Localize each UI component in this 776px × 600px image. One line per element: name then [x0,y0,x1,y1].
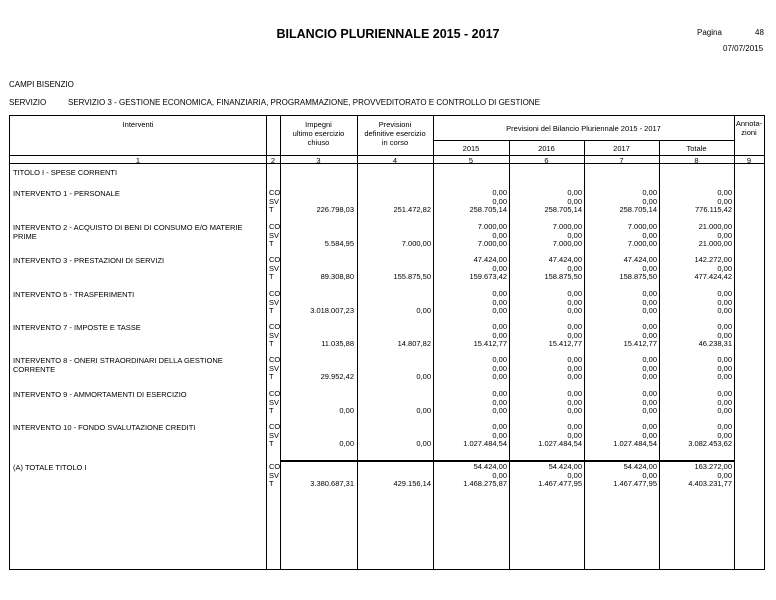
value-cell: 0,00 [717,289,732,298]
code-sv: SV [269,330,280,340]
value-cell: 0,00 [567,430,582,440]
value-cell: 15.412,77 [473,339,507,348]
value-cell: 158.875,50 [544,272,582,281]
value-cell: 0,00 [567,372,582,381]
value-cell: 0,00 [567,322,582,331]
budget-table [9,115,765,570]
col-number: 3 [316,156,321,165]
intervento-row-label: INTERVENTO 5 - TRASFERIMENTI [13,290,135,299]
code-co: CO [269,222,281,231]
col-divider [266,116,267,569]
value-cell: 0,00 [567,188,582,197]
code-sv: SV [269,397,280,407]
code-sv: SV [269,230,280,240]
value-cell: 0,00 [492,306,507,315]
value-cell: 0,00 [642,196,657,206]
header-2016: 2016 [538,144,555,153]
value-cell: 0,00 [642,372,657,381]
header-2017: 2017 [613,144,630,153]
intervento-row-label: INTERVENTO 2 - ACQUISTO DI BENI DI CONSUMO E/O MATERIE PRIME [13,223,243,241]
col-number: 8 [694,156,699,165]
col-number: 6 [544,156,549,165]
value-cell: 46.238,31 [698,339,732,348]
code-sv: SV [269,263,280,273]
code-t: T [269,306,274,315]
impegni-value: 11.035,88 [321,339,354,348]
previsioni-value: 0,00 [416,406,431,415]
value-cell: 0,00 [567,389,582,398]
titolo-label: TITOLO I - SPESE CORRENTI [13,168,118,177]
code-co: CO [269,289,281,298]
value-cell: 0,00 [717,470,732,480]
code-co: CO [269,188,281,197]
value-cell: 15.412,77 [548,339,582,348]
value-cell: 0,00 [492,297,507,307]
code-co: CO [269,255,281,264]
ente-name: CAMPI BISENZIO [9,80,74,89]
header-totale: Totale [686,144,707,153]
value-cell: 0,00 [642,363,657,373]
value-cell: 0,00 [642,306,657,315]
value-cell: 7.000,00 [627,222,657,231]
value-cell: 0,00 [717,297,732,307]
value-cell: 0,00 [567,306,582,315]
previsioni-value: 429.156,14 [393,479,431,488]
previsioni-value: 251.472,82 [393,205,431,214]
code-t: T [269,479,274,488]
value-cell: 47.424,00 [548,255,582,264]
value-cell: 477.424,42 [694,272,732,281]
col-divider [357,116,358,569]
code-co: CO [269,462,281,471]
value-cell: 163.272,00 [694,462,732,471]
value-cell: 0,00 [717,306,732,315]
value-cell: 1.467.477,95 [538,479,582,488]
col-number: 1 [135,156,141,165]
code-t: T [269,239,274,248]
value-cell: 0,00 [717,188,732,197]
value-cell: 258.705,14 [619,205,657,214]
intervento-row-label: INTERVENTO 9 - AMMORTAMENTI DI ESERCIZIO [13,390,187,399]
report-date: 07/07/2015 [723,44,764,53]
value-cell: 0,00 [567,406,582,415]
impegni-value: 5.584,95 [324,239,354,248]
impegni-value: 3.380.687,31 [310,479,354,488]
value-cell: 0,00 [717,263,732,273]
header-2015: 2015 [462,144,480,153]
value-cell: 0,00 [642,355,657,364]
value-cell: 0,00 [717,322,732,331]
value-cell: 0,00 [567,330,582,340]
value-cell: 0,00 [492,470,507,480]
value-cell: 0,00 [717,430,732,440]
value-cell: 0,00 [567,297,582,307]
value-cell: 1.027.484,54 [538,439,582,448]
value-cell: 15.412,77 [623,339,657,348]
value-cell: 258.705,14 [544,205,582,214]
header-pluriennale: Previsioni del Bilancio Pluriennale 2015 - 2017 [506,124,661,133]
value-cell: 7.000,00 [552,222,582,231]
value-cell: 0,00 [717,363,732,373]
code-t: T [269,372,274,381]
value-cell: 0,00 [492,322,507,331]
value-cell: 0,00 [492,406,507,415]
value-cell: 47.424,00 [473,255,507,264]
value-cell: 4.403.231,77 [688,479,732,488]
value-cell: 54.424,00 [623,462,657,471]
code-sv: SV [269,196,280,206]
value-cell: 0,00 [492,422,507,431]
servizio-label: SERVIZIO [9,98,47,107]
value-cell: 0,00 [642,289,657,298]
previsioni-value: 0,00 [416,306,431,315]
value-cell: 776.115,42 [695,205,732,214]
value-cell: 0,00 [717,389,732,398]
value-cell: 0,00 [567,470,582,480]
impegni-value: 0,00 [339,439,354,448]
value-cell: 0,00 [567,422,582,431]
col-number: 2 [270,156,276,165]
value-cell: 0,00 [717,372,732,381]
value-cell: 0,00 [567,397,582,407]
value-cell: 0,00 [717,330,732,340]
total-divider [280,460,734,462]
value-cell: 0,00 [642,470,657,480]
previsioni-value: 14.807,82 [397,339,431,348]
value-cell: 0,00 [492,230,507,240]
header-impegni: Impegni ultimo esercizio chiuso [292,120,345,147]
value-cell: 0,00 [642,330,657,340]
value-cell: 21.000,00 [698,222,732,231]
col-divider [433,116,434,569]
value-cell: 158.875,50 [619,272,657,281]
intervento-row-label: INTERVENTO 10 - FONDO SVALUTAZIONE CREDITI [13,423,196,432]
previsioni-value: 0,00 [416,372,431,381]
value-cell: 258.705,14 [469,205,507,214]
value-cell: 47.424,00 [623,255,657,264]
value-cell: 0,00 [642,422,657,431]
value-cell: 0,00 [642,322,657,331]
value-cell: 7.000,00 [552,239,582,248]
value-cell: 54.424,00 [473,462,507,471]
value-cell: 0,00 [642,406,657,415]
code-co: CO [269,322,281,331]
header-previsioni: Previsioni definitive esercizio in corso [364,120,426,147]
value-cell: 0,00 [492,263,507,273]
value-cell: 0,00 [642,263,657,273]
col-number: 9 [746,156,752,165]
col-divider [280,116,281,569]
value-cell: 0,00 [717,355,732,364]
value-cell: 0,00 [492,397,507,407]
impegni-value: 29.952,42 [320,372,354,381]
value-cell: 0,00 [717,397,732,407]
report-title: BILANCIO PLURIENNALE 2015 - 2017 [276,27,500,41]
value-cell: 0,00 [492,330,507,340]
header-annotazioni: Annota- zioni [735,119,763,137]
code-sv: SV [269,430,280,440]
value-cell: 7.000,00 [477,222,507,231]
value-cell: 0,00 [567,355,582,364]
value-cell: 0,00 [642,430,657,440]
value-cell: 1.468.275,87 [463,479,507,488]
value-cell: 0,00 [642,188,657,197]
code-co: CO [269,389,281,398]
intervento-row-label: INTERVENTO 8 - ONERI STRAORDINARI DELLA GESTIONE CORRENTE [13,356,223,374]
value-cell: 0,00 [492,196,507,206]
value-cell: 159.673,42 [469,272,507,281]
code-t: T [269,205,274,214]
intervento-row-label: INTERVENTO 7 - IMPOSTE E TASSE [13,323,141,332]
value-cell: 0,00 [492,372,507,381]
value-cell: 0,00 [642,389,657,398]
code-t: T [269,339,274,348]
value-cell: 142.272,00 [694,255,732,264]
value-cell: 0,00 [492,355,507,364]
value-cell: 0,00 [492,363,507,373]
value-cell: 0,00 [492,289,507,298]
intervento-row-label: INTERVENTO 3 - PRESTAZIONI DI SERVIZI [13,256,165,265]
value-cell: 0,00 [492,430,507,440]
value-cell: 0,00 [567,263,582,273]
value-cell: 0,00 [492,389,507,398]
code-sv: SV [269,470,280,480]
code-t: T [269,439,274,448]
impegni-value: 226.798,03 [316,205,354,214]
value-cell: 54.424,00 [548,462,582,471]
value-cell: 0,00 [492,188,507,197]
col-divider [734,116,735,569]
value-cell: 0,00 [567,196,582,206]
impegni-value: 0,00 [339,406,354,415]
impegni-value: 89.308,80 [320,272,354,281]
value-cell: 21.000,00 [698,239,732,248]
value-cell: 7.000,00 [627,239,657,248]
intervento-row-label: INTERVENTO 1 - PERSONALE [13,189,120,198]
value-cell: 0,00 [717,230,732,240]
previsioni-value: 0,00 [416,439,431,448]
code-sv: SV [269,297,280,307]
value-cell: 0,00 [717,196,732,206]
value-cell: 7.000,00 [477,239,507,248]
value-cell: 1.467.477,95 [613,479,657,488]
row-divider [433,140,734,141]
value-cell: 0,00 [642,230,657,240]
total-row-label: (A) TOTALE TITOLO I [13,463,87,472]
previsioni-value: 7.000,00 [401,239,431,248]
impegni-value: 3.018.007,23 [310,306,354,315]
code-co: CO [269,355,281,364]
col-number: 7 [619,156,624,165]
value-cell: 0,00 [567,289,582,298]
page-label: Pagina [697,28,722,37]
code-t: T [269,272,274,281]
page-number: 48 [755,28,764,37]
value-cell: 0,00 [642,297,657,307]
previsioni-value: 155.875,50 [393,272,431,281]
value-cell: 0,00 [567,230,582,240]
value-cell: 0,00 [567,363,582,373]
value-cell: 0,00 [717,422,732,431]
code-co: CO [269,422,281,431]
value-cell: 0,00 [717,406,732,415]
value-cell: 0,00 [642,397,657,407]
servizio-text: SERVIZIO 3 - GESTIONE ECONOMICA, FINANZIARIA, PROGRAMMAZIONE, PROVVEDITORATO E CONTROLLO DI GESTIONE [68,98,540,107]
code-sv: SV [269,363,280,373]
col-number: 4 [392,156,398,165]
header-interventi: Interventi [122,120,154,129]
value-cell: 3.082.453,62 [688,439,732,448]
value-cell: 1.027.484,54 [463,439,507,448]
value-cell: 1.027.484,54 [613,439,657,448]
col-number: 5 [468,156,474,165]
code-t: T [269,406,274,415]
